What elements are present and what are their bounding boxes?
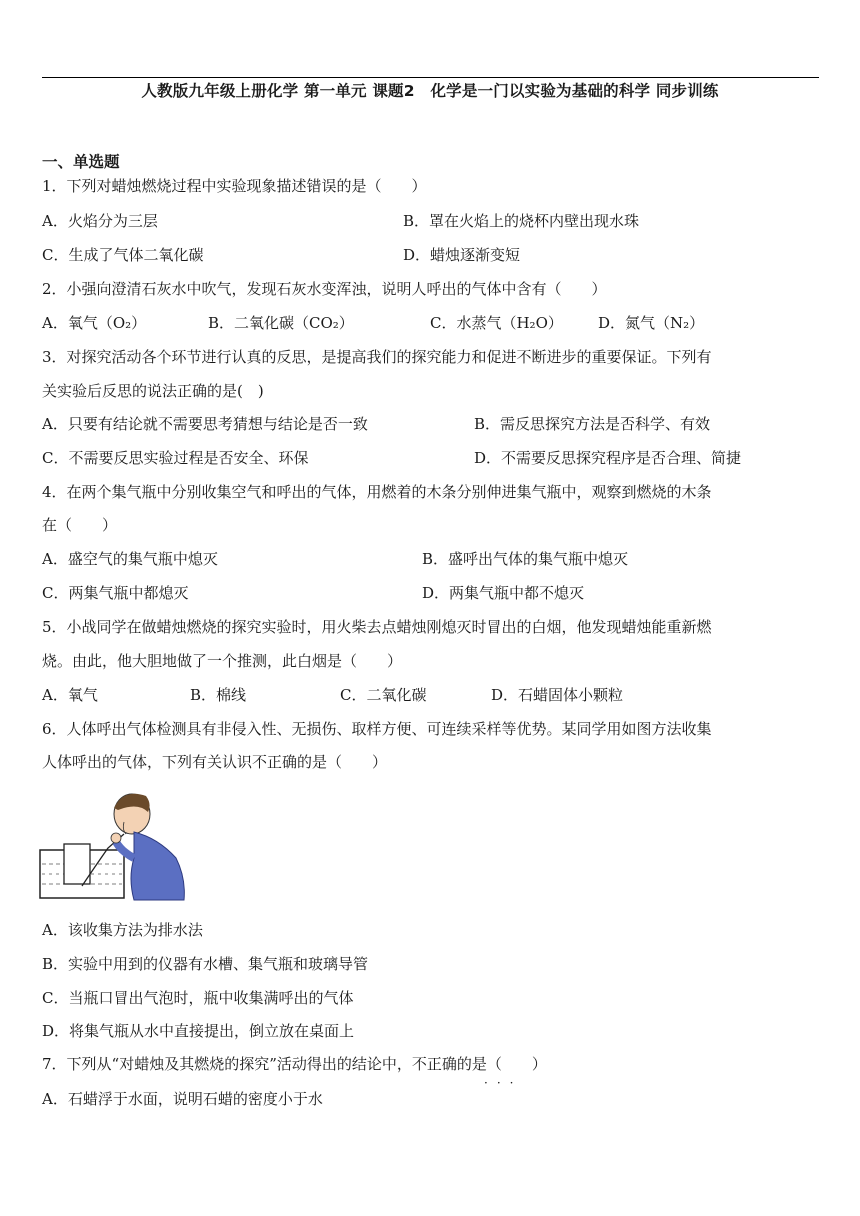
question-6-option-b: B．实验中用到的仪器有水槽、集气瓶和玻璃导管 bbox=[42, 955, 369, 973]
question-2-option-d: D．氮气（N₂） bbox=[598, 314, 705, 332]
question-5-stem-line-1: 5．小战同学在做蜡烛燃烧的探究实验时，用火柴去点蜡烛刚熄灭时冒出的白烟，他发现蜡烛能重新燃 bbox=[42, 618, 712, 636]
question-4-stem-line-2: 在（ ） bbox=[42, 516, 118, 534]
question-2-stem: 2．小强向澄清石灰水中吹气，发现石灰水变浑浊，说明人呼出的气体中含有（ ） bbox=[42, 280, 607, 298]
question-3-stem-line-1: 3．对探究活动各个环节进行认真的反思，是提高我们的探究能力和促进不断进步的重要保证。下列有 bbox=[42, 348, 712, 366]
question-3-stem-line-2: 关实验后反思的说法正确的是( ) bbox=[42, 382, 264, 400]
question-5-option-c: C．二氧化碳 bbox=[340, 686, 427, 704]
question-7-option-a: A．石蜡浮于水面，说明石蜡的密度小于水 bbox=[42, 1090, 323, 1108]
question-4-option-d: D．两集气瓶中都不熄灭 bbox=[422, 584, 585, 602]
question-3-option-d: D．不需要反思探究程序是否合理、简捷 bbox=[474, 449, 742, 467]
header-rule bbox=[42, 77, 819, 78]
question-2-option-c: C．水蒸气（H₂O） bbox=[430, 314, 563, 332]
question-1-option-b: B．罩在火焰上的烧杯内壁出现水珠 bbox=[403, 212, 640, 230]
question-7-stem: 7．下列从“对蜡烛及其燃烧的探究”活动得出的结论中，不正确的是（ ） bbox=[42, 1055, 547, 1073]
question-3-option-a: A．只要有结论就不需要思考猜想与结论是否一致 bbox=[42, 415, 368, 433]
question-3-option-b: B．需反思探究方法是否科学、有效 bbox=[474, 415, 711, 433]
question-1-option-a: A．火焰分为三层 bbox=[42, 212, 158, 230]
question-4-stem-line-1: 4．在两个集气瓶中分别收集空气和呼出的气体，用燃着的木条分别伸进集气瓶中，观察到燃烧的木条 bbox=[42, 483, 712, 501]
question-6-option-c: C．当瓶口冒出气泡时，瓶中收集满呼出的气体 bbox=[42, 989, 354, 1007]
question-5-stem-line-2: 烧。由此，他大胆地做了一个推测，此白烟是（ ） bbox=[42, 652, 403, 670]
page-title: 人教版九年级上册化学 第一单元 课题2 化学是一门以实验为基础的科学 同步训练 bbox=[141, 82, 719, 100]
question-2-option-a: A．氧气（O₂） bbox=[42, 314, 147, 332]
question-6-stem-line-1: 6．人体呼出气体检测具有非侵入性、无损伤、取样方便、可连续采样等优势。某同学用如图方法收集 bbox=[42, 720, 712, 738]
question-5-option-a: A．氧气 bbox=[42, 686, 98, 704]
question-6-option-a: A．该收集方法为排水法 bbox=[42, 921, 203, 939]
question-4-option-a: A．盛空气的集气瓶中熄灭 bbox=[42, 550, 218, 568]
question-1-option-d: D．蜡烛逐渐变短 bbox=[403, 246, 521, 264]
question-5-option-b: B．棉线 bbox=[190, 686, 247, 704]
question-4-option-b: B．盛呼出气体的集气瓶中熄灭 bbox=[422, 550, 629, 568]
question-2-option-b: B．二氧化碳（CO₂） bbox=[208, 314, 354, 332]
question-6-stem-line-2: 人体呼出的气体，下列有关认识不正确的是（ ） bbox=[42, 753, 388, 771]
emphasis-dots: ··· bbox=[484, 1076, 523, 1090]
question-1-stem: 1．下列对蜡烛燃烧过程中实验现象描述错误的是（ ） bbox=[42, 177, 427, 195]
section-heading: 一、单选题 bbox=[42, 153, 120, 171]
question-6-option-d: D．将集气瓶从水中直接提出，倒立放在桌面上 bbox=[42, 1022, 355, 1040]
breath-collection-illustration bbox=[38, 782, 188, 904]
question-5-option-d: D．石蜡固体小颗粒 bbox=[491, 686, 624, 704]
question-1-option-c: C．生成了气体二氧化碳 bbox=[42, 246, 204, 264]
question-3-option-c: C．不需要反思实验过程是否安全、环保 bbox=[42, 449, 309, 467]
question-4-option-c: C．两集气瓶中都熄灭 bbox=[42, 584, 189, 602]
